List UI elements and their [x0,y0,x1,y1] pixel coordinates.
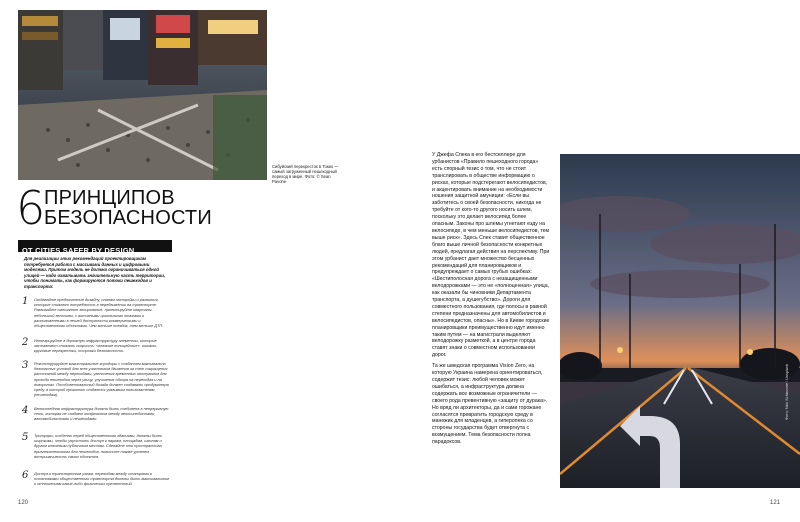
article-column [432,152,550,450]
principle-number: 6 [22,470,29,481]
principle-text: Велосипедная инфраструктура должна быть соединена в непрерывную сеть, которая не создает конфликтов между велосипедистами, автомобилистами и пешеходами. [34,406,169,422]
page-number-right: 121 [770,500,781,506]
principle-text: Доступ к транспортным узлам, переходам между станциями и остановками общественного транспорта должны быть максимальным и отношениям какие-либо физических препятствий. [34,471,169,487]
principle-number: 3 [22,360,29,371]
principle-text: Тротуары, особенно перед общественными зданиями, должны быть широкими, чтобы упростить доступ к паркам, площадям, школам и другим ключевым публичным местам. Сделайте эти пространства привлекательными для пешеходов, повысьте также уровнем восприимчивость самих объектов. [34,433,163,459]
principle-text: Отдавайте предпочтение дизайну, планам застройки и развития, которые снижают потребность в передвижении на транспорте. Развивайте смешанное зонирование, проектируйте кварталы небольшой величины, с активными цокольными этажами и расположенными в пешей доступности коммерческими и общественными объектами. Чем меньше поездок, тем меньше ДТП. [34,297,164,329]
section-bar [18,240,172,255]
section-bar-label: OT CITIES SAFER BY DESIGN [22,246,135,255]
page-number-left: 120 [18,500,29,506]
road-dusk-photo [560,154,800,488]
shibuya-crossing-photo [18,10,267,180]
principles-number: 6 [16,181,46,235]
photo-credit: Фото: Nick Schiavone / Unsplash [785,364,789,420]
title-line-2: БЕЗОПАСНОСТИ [44,207,212,229]
article-paragraph: У Джефа Спека в его бестселлере для урбанистов «Правило пешеходного города» есть спорный тезис о том, что не стоит транслировать в обществе информацию о рисках, которые подстерегают велосипедистов, и акцентировать внимание на необходимости ношения защитной амуниции: «Если вы заботитесь о своей безопасности, никогда не требуйте от кого-то другого носить шлем, поскольку это делает велосипед более опасным. Законы про шлемы угнетают езду на велосипеде, в чем меньше велосипедистов, тем выше риск». Здесь Спек ставит общественное благо выше личной безопасности конкретных людей, предлагая действия на перспективу. При этом урбанист дает множество бесценных рекомендаций для планировщиков и предупреждает о самых грубых ошибках: «Шестиполосная дорога с незащищенными велодорожками — это не «полноценная» улица, как оказали бы чиновники Департамента транспорта, а душегубство». Дороги для совместного пользования, где полосы в равной степени предназначены для автомобилистов и велосипедистов, опасны». Но в Киеве городские планировщики преимущественно идут именно таким путем — на магистрали выделяют велодорожку разметкой, а в центре города ставят знаки о совместном использовании дорог. [432,152,550,359]
intro-paragraph: Для реализации этих рекомендаций проектировщикам потребуется работа с массивами данных и цифровыми моделями. Притом модель не должна ограничиваться одной улицей — надо охватывать значительную часть территории, чтобы понимать, как формируются потоки пешеходов и транспорта: [24,256,166,289]
title-line-1: ПРИНЦИПОВ [44,187,175,209]
article-paragraph: Та же шведская программа Vision Zero, на которую Украина намерена ориентироваться, содержит тезис: любой человек может ошибаться, а инфраструктура должна содержать все возможные ограничители — своего рода превентивную «защиту от дурака». Но вряд ли архитекторы, да и сами горожане согласятся превратить городскую среду в манежик для младенцев, а гиперопека со стороны государства будет отвергнута с возмущением. Тема безопасности полна парадоксов. [432,363,548,446]
principle-number: 2 [22,337,29,348]
photo-caption: Сибуйский перекресток в Токио — самый загруженный пешеходный переход в мире. Фото: © Sean Pavone [272,164,339,184]
page-title [44,188,212,228]
principle-number: 5 [22,432,29,443]
principle-text: Интегрируйте в дорожную инфраструктуру элементы, которые заставляют снижать скорость: «лежачие полицейские», шиканы, круговые перекрестки, островки безопасности. [34,338,158,354]
principle-text: Реконструируйте магистральные коридоры с созданием максимально безопасных условий для всех участников движения за счет сокращения расстояний между переходами, увеличения временных интервалов для прохода пешеходов через улицу, улучшения обзора на переходах и на поворотах. Пособоветовальный дизайн должен создавать продуманную среду, в которой прокатит отдается уязвимым пользователям (пешеходам). [34,361,169,398]
principle-number: 4 [22,405,29,416]
principle-number: 1 [22,296,29,307]
